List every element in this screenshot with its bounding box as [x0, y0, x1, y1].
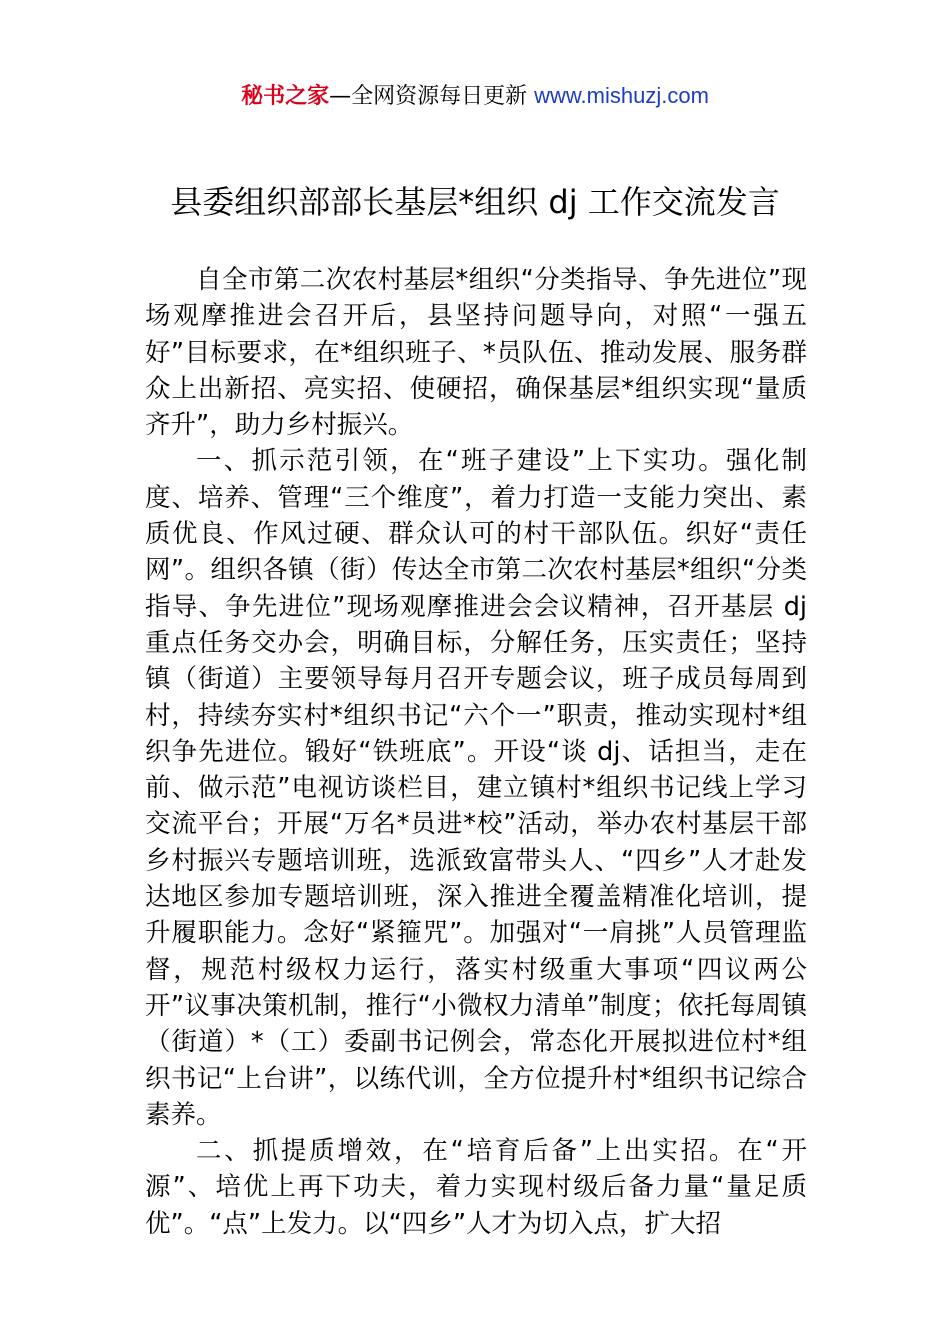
- site-brand: 秘书之家: [241, 84, 330, 109]
- paragraph-section-2: 二、抓提质增效，在“培育后备”上出实招。在“开源”、培优上再下功夫，着力实现村级后备力量“量足质优”。“点”上发力。以“四乡”人才为切入点，扩大招: [145, 1136, 807, 1239]
- paragraph-section-1: 一、抓示范引领，在“班子建设”上下实功。强化制度、培养、管理“三个维度”，着力打造一支能力突出、素质优良、作风过硬、群众认可的村干部队伍。织好“责任网”。组织各镇（街）传达全市第二次农村基层*组织“分类指导、争先进位”现场观摩推进会会议精神，召开基层 dj 重点任务交办会，明确目标，分解任务，压实责任；坚持镇（街道）主要领导每月召开专题会议，班子成员每周到村，持续夯实村*组织书记“六个一”职责，推动实现村*组织争先进位。锻好“铁班底”。开设“谈 dj、话担当，走在前、做示范”电视访谈栏目，建立镇村*组织书记线上学习交流平台；开展“万名*员进*校”活动，举办农村基层干部乡村振兴专题培训班，选派致富带头人、“四乡”人才赴发达地区参加专题培训班，深入推进全覆盖精准化培训，提升履职能力。念好“紧箍咒”。加强对“一肩挑”人员管理监督，规范村级权力运行，落实村级重大事项“四议两公开”议事决策机制，推行“小微权力清单”制度；依托每周镇（街道）*（工）委副书记例会，常态化开展拟进位村*组织书记“上台讲”，以练代训，全方位提升村*组织书记综合素养。: [145, 446, 807, 1130]
- site-banner: [0, 80, 950, 113]
- document-title: 县委组织部部长基层*组织 dj 工作交流发言: [170, 183, 780, 221]
- site-tagline: —全网资源每日更新: [329, 84, 528, 109]
- paragraph-intro: 自全市第二次农村基层*组织“分类指导、争先进位”现场观摩推进会召开后，县坚持问题导向，对照“一强五好”目标要求，在*组织班子、*员队伍、推动发展、服务群众上出新招、亮实招、使硬招，确保基层*组织实现“量质齐升”，助力乡村振兴。: [145, 265, 807, 441]
- site-url-link[interactable]: www.mishuzj.com: [534, 83, 709, 108]
- document-body: [145, 262, 807, 1242]
